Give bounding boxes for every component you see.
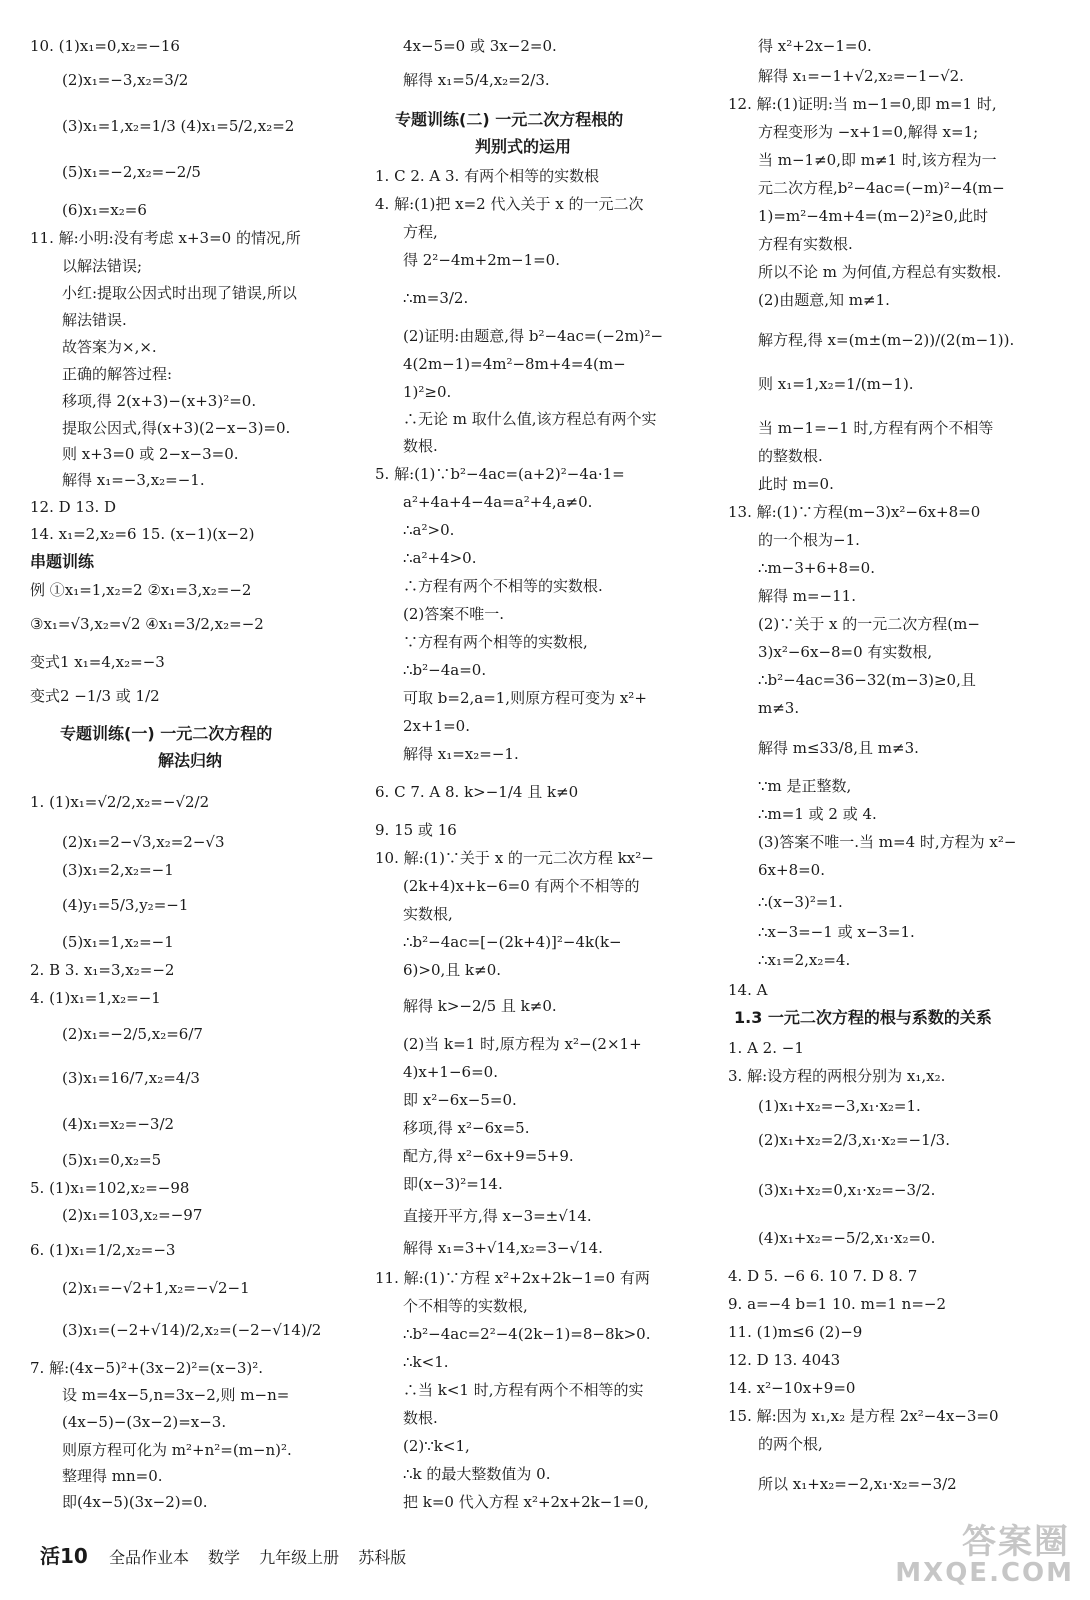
page-number: 活10: [40, 1544, 88, 1568]
text-line: 解得 k>−2/5 且 k≠0.: [403, 997, 557, 1015]
text-line: 5. (1)x₁=102,x₂=−98: [30, 1179, 190, 1197]
text-line: 则 x+3=0 或 2−x−3=0.: [62, 445, 239, 463]
text-line: 14. x₁=2,x₂=6 15. (x−1)(x−2): [30, 525, 255, 543]
text-line: 解得 x₁=−3,x₂=−1.: [62, 471, 205, 489]
text-line: 11. (1)m≤6 (2)−9: [728, 1323, 863, 1341]
text-line: 13. 解:(1)∵方程(m−3)x²−6x+8=0: [728, 503, 981, 521]
text-line: ∴k 的最大整数值为 0.: [403, 1465, 551, 1483]
text-line: 11. 解:小明:没有考虑 x+3=0 的情况,所: [30, 229, 301, 247]
text-line: 2. B 3. x₁=3,x₂=−2: [30, 961, 175, 979]
text-line: m≠3.: [758, 699, 800, 717]
text-line: 即(4x−5)(3x−2)=0.: [62, 1493, 208, 1511]
text-line: ∴a²>0.: [403, 521, 455, 539]
text-line: (4)y₁=5/3,y₂=−1: [62, 896, 189, 914]
text-line: ∴k<1.: [403, 1353, 449, 1371]
text-line: 所以 x₁+x₂=−2,x₁·x₂=−3/2: [758, 1475, 957, 1493]
text-line: 元二次方程,b²−4ac=(−m)²−4(m−: [758, 179, 1005, 197]
text-line: (2)x₁=−2/5,x₂=6/7: [62, 1025, 203, 1043]
text-line: ∴m−3+6+8=0.: [758, 559, 875, 577]
text-line: 1)=m²−4m+4=(m−2)²≥0,此时: [758, 207, 989, 225]
text-line: 即(x−3)²=14.: [403, 1175, 503, 1193]
section-heading: 解法归纳: [158, 751, 223, 770]
text-line: ∴a²+4>0.: [403, 549, 477, 567]
text-line: 6. (1)x₁=1/2,x₂=−3: [30, 1241, 176, 1259]
text-line: (2)x₁=103,x₂=−97: [62, 1206, 203, 1224]
text-line: 12. D 13. 4043: [728, 1351, 841, 1369]
text-line: 正确的解答过程:: [62, 365, 173, 383]
text-line: 变式1 x₁=4,x₂=−3: [30, 653, 165, 671]
text-line: 移项,得 2(x+3)−(x+3)²=0.: [62, 392, 257, 410]
text-line: (6)x₁=x₂=6: [62, 201, 147, 219]
text-line: (3)x₁=(−2+√14)/2,x₂=(−2−√14)/2: [62, 1321, 322, 1339]
text-line: 的整数根.: [758, 447, 823, 465]
text-line: 方程,: [403, 223, 438, 241]
text-line: 提取公因式,得(x+3)(2−x−3)=0.: [62, 419, 291, 437]
text-line: (3)x₁=2,x₂=−1: [62, 861, 174, 879]
text-line: 实数根,: [403, 905, 453, 923]
text-line: 10. (1)x₁=0,x₂=−16: [30, 37, 180, 55]
text-line: (5)x₁=−2,x₂=−2/5: [62, 163, 201, 181]
text-line: ∴x₁=2,x₂=4.: [758, 951, 851, 969]
text-line: ∵m 是正整数,: [758, 777, 852, 795]
text-line: (4)x₁=x₂=−3/2: [62, 1115, 175, 1133]
text-line: 解得 m≤33/8,且 m≠3.: [758, 739, 919, 757]
text-line: 9. 15 或 16: [375, 821, 457, 839]
text-line: 例 ①x₁=1,x₂=2 ②x₁=3,x₂=−2: [30, 581, 252, 599]
text-line: a²+4a+4−4a=a²+4,a≠0.: [403, 493, 593, 511]
text-line: (3)x₁=1,x₂=1/3 (4)x₁=5/2,x₂=2: [62, 117, 295, 135]
text-line: 9. a=−4 b=1 10. m=1 n=−2: [728, 1295, 947, 1313]
text-line: (1)x₁+x₂=−3,x₁·x₂=1.: [758, 1097, 921, 1115]
text-line: (3)x₁+x₂=0,x₁·x₂=−3/2.: [758, 1181, 936, 1199]
text-line: 所以不论 m 为何值,方程总有实数根.: [758, 263, 1002, 281]
text-line: 10. 解:(1)∵关于 x 的一元二次方程 kx²−: [375, 849, 654, 867]
text-line: (2)∵关于 x 的一元二次方程(m−: [758, 615, 980, 633]
text-line: 14. x²−10x+9=0: [728, 1379, 856, 1397]
book-title: 全品作业本: [108, 1548, 189, 1567]
text-line: 解得 x₁=5/4,x₂=2/3.: [403, 71, 550, 89]
text-line: 解方程,得 x=(m±(m−2))/(2(m−1)).: [758, 331, 1015, 349]
text-line: 当 m−1≠0,即 m≠1 时,该方程为一: [758, 151, 997, 169]
text-line: 14. A: [728, 981, 768, 999]
text-line: 的两个根,: [758, 1435, 823, 1453]
text-line: (3)答案不唯一.当 m=4 时,方程为 x²−: [758, 833, 1017, 851]
section-heading: 串题训练: [30, 552, 95, 571]
text-line: 即 x²−6x−5=0.: [403, 1091, 517, 1109]
text-line: 当 m−1=−1 时,方程有两个不相等: [758, 419, 994, 437]
text-line: 15. 解:因为 x₁,x₂ 是方程 2x²−4x−3=0: [728, 1407, 999, 1425]
text-line: (2)答案不唯一.: [403, 605, 505, 623]
text-line: 4)x+1−6=0.: [403, 1063, 498, 1081]
text-line: 得 x²+2x−1=0.: [758, 37, 872, 55]
text-line: 移项,得 x²−6x=5.: [403, 1119, 530, 1137]
text-line: 整理得 mn=0.: [62, 1467, 163, 1485]
watermark-url: MXQE.COM: [895, 1558, 1074, 1588]
text-line: 把 k=0 代入方程 x²+2x+2k−1=0,: [403, 1493, 649, 1511]
text-line: ∴方程有两个不相等的实数根.: [403, 577, 603, 595]
text-line: 方程变形为 −x+1=0,解得 x=1;: [758, 123, 979, 141]
text-line: 的一个根为−1.: [758, 531, 860, 549]
text-line: 数根.: [403, 437, 438, 455]
text-line: (2)x₁=−√2+1,x₂=−√2−1: [62, 1279, 250, 1297]
text-line: 12. D 13. D: [30, 498, 117, 516]
text-line: (5)x₁=0,x₂=5: [62, 1151, 162, 1169]
edition-label: 苏科版: [358, 1548, 407, 1567]
text-line: 个不相等的实数根,: [403, 1297, 528, 1315]
text-line: 4. (1)x₁=1,x₂=−1: [30, 989, 161, 1007]
text-line: 解得 m=−11.: [758, 587, 856, 605]
text-line: ∴x−3=−1 或 x−3=1.: [758, 923, 915, 941]
text-line: 6. C 7. A 8. k>−1/4 且 k≠0: [375, 783, 579, 801]
text-line: 解得 x₁=x₂=−1.: [403, 745, 519, 763]
text-line: 1. (1)x₁=√2/2,x₂=−√2/2: [30, 793, 210, 811]
text-line: 4x−5=0 或 3x−2=0.: [403, 37, 557, 55]
text-line: 解法错误.: [62, 311, 127, 329]
text-line: ∴b²−4a=0.: [403, 661, 487, 679]
text-line: 5. 解:(1)∵b²−4ac=(a+2)²−4a·1=: [375, 465, 625, 483]
text-line: 4(2m−1)=4m²−8m+4=4(m−: [403, 355, 626, 373]
text-line: ∴b²−4ac=[−(2k+4)]²−4k(k−: [403, 933, 622, 951]
text-line: (2)证明:由题意,得 b²−4ac=(−2m)²−: [403, 327, 664, 345]
section-heading: 专题训练(一) 一元二次方程的: [60, 724, 273, 743]
text-line: (3)x₁=16/7,x₂=4/3: [62, 1069, 200, 1087]
text-line: (2)x₁=−3,x₂=3/2: [62, 71, 189, 89]
text-line: (2k+4)x+k−6=0 有两个不相等的: [403, 877, 640, 895]
text-line: 7. 解:(4x−5)²+(3x−2)²=(x−3)².: [30, 1359, 263, 1377]
text-line: 则原方程可化为 m²+n²=(m−n)².: [62, 1441, 292, 1459]
text-line: 变式2 −1/3 或 1/2: [30, 687, 160, 705]
text-line: 4. D 5. −6 6. 10 7. D 8. 7: [728, 1267, 918, 1285]
text-line: 小红:提取公因式时出现了错误,所以: [62, 284, 297, 302]
text-line: 1. A 2. −1: [728, 1039, 804, 1057]
text-line: ∵方程有两个相等的实数根,: [403, 633, 588, 651]
text-line: ∴m=1 或 2 或 4.: [758, 805, 877, 823]
text-line: 4. 解:(1)把 x=2 代入关于 x 的一元二次: [375, 195, 644, 213]
text-line: 以解法错误;: [62, 257, 143, 275]
page-footer: [40, 1540, 420, 1569]
text-line: (2)由题意,知 m≠1.: [758, 291, 890, 309]
text-line: (4)x₁+x₂=−5/2,x₁·x₂=0.: [758, 1229, 936, 1247]
watermark-text: 答案圈: [962, 1522, 1070, 1562]
text-line: 3)x²−6x−8=0 有实数根,: [758, 643, 933, 661]
text-line: 12. 解:(1)证明:当 m−1=0,即 m=1 时,: [728, 95, 997, 113]
section-heading: 专题训练(二) 一元二次方程根的: [395, 110, 624, 129]
text-line: 3. 解:设方程的两根分别为 x₁,x₂.: [728, 1067, 946, 1085]
text-line: (2)∵k<1,: [403, 1437, 470, 1455]
text-line: 解得 x₁=−1+√2,x₂=−1−√2.: [758, 67, 964, 85]
text-line: 可取 b=2,a=1,则原方程可变为 x²+: [403, 689, 647, 707]
section-heading: 判别式的运用: [475, 137, 572, 156]
text-line: 11. 解:(1)∵方程 x²+2x+2k−1=0 有两: [375, 1269, 650, 1287]
text-line: ③x₁=√3,x₂=√2 ④x₁=3/2,x₂=−2: [30, 615, 264, 633]
text-line: 1)²≥0.: [403, 383, 452, 401]
watermark-logo: [895, 1512, 1080, 1592]
text-line: ∴当 k<1 时,方程有两个不相等的实: [403, 1381, 644, 1399]
text-line: (2)x₁+x₂=2/3,x₁·x₂=−1/3.: [758, 1131, 950, 1149]
text-line: 6)>0,且 k≠0.: [403, 961, 502, 979]
grade-label: 九年级上册: [259, 1548, 340, 1567]
text-line: (5)x₁=1,x₂=−1: [62, 933, 174, 951]
text-line: (2)当 k=1 时,原方程为 x²−(2×1+: [403, 1035, 642, 1053]
text-line: 配方,得 x²−6x+9=5+9.: [403, 1147, 574, 1165]
subject-label: 数学: [208, 1548, 241, 1567]
text-line: 得 2²−4m+2m−1=0.: [403, 251, 560, 269]
text-line: 数根.: [403, 1409, 438, 1427]
text-line: 解得 x₁=3+√14,x₂=3−√14.: [403, 1239, 603, 1257]
text-line: (4x−5)−(3x−2)=x−3.: [62, 1413, 227, 1431]
text-line: 故答案为×,×.: [62, 338, 157, 356]
section-heading: 1.3 一元二次方程的根与系数的关系: [734, 1008, 992, 1027]
text-line: (2)x₁=2−√3,x₂=2−√3: [62, 833, 225, 851]
text-line: 1. C 2. A 3. 有两个相等的实数根: [375, 167, 600, 185]
text-line: ∴(x−3)²=1.: [758, 893, 843, 911]
text-line: 设 m=4x−5,n=3x−2,则 m−n=: [62, 1386, 290, 1404]
text-line: ∴m=3/2.: [403, 289, 469, 307]
text-line: 直接开平方,得 x−3=±√14.: [403, 1207, 592, 1225]
text-line: ∴无论 m 取什么值,该方程总有两个实: [403, 410, 657, 428]
text-line: 6x+8=0.: [758, 861, 825, 879]
text-line: 则 x₁=1,x₂=1/(m−1).: [758, 375, 914, 393]
text-line: 此时 m=0.: [758, 475, 834, 493]
text-line: 方程有实数根.: [758, 235, 853, 253]
text-line: ∴b²−4ac=2²−4(2k−1)=8−8k>0.: [403, 1325, 651, 1343]
text-line: ∴b²−4ac=36−32(m−3)≥0,且: [758, 671, 976, 689]
text-line: 2x+1=0.: [403, 717, 470, 735]
